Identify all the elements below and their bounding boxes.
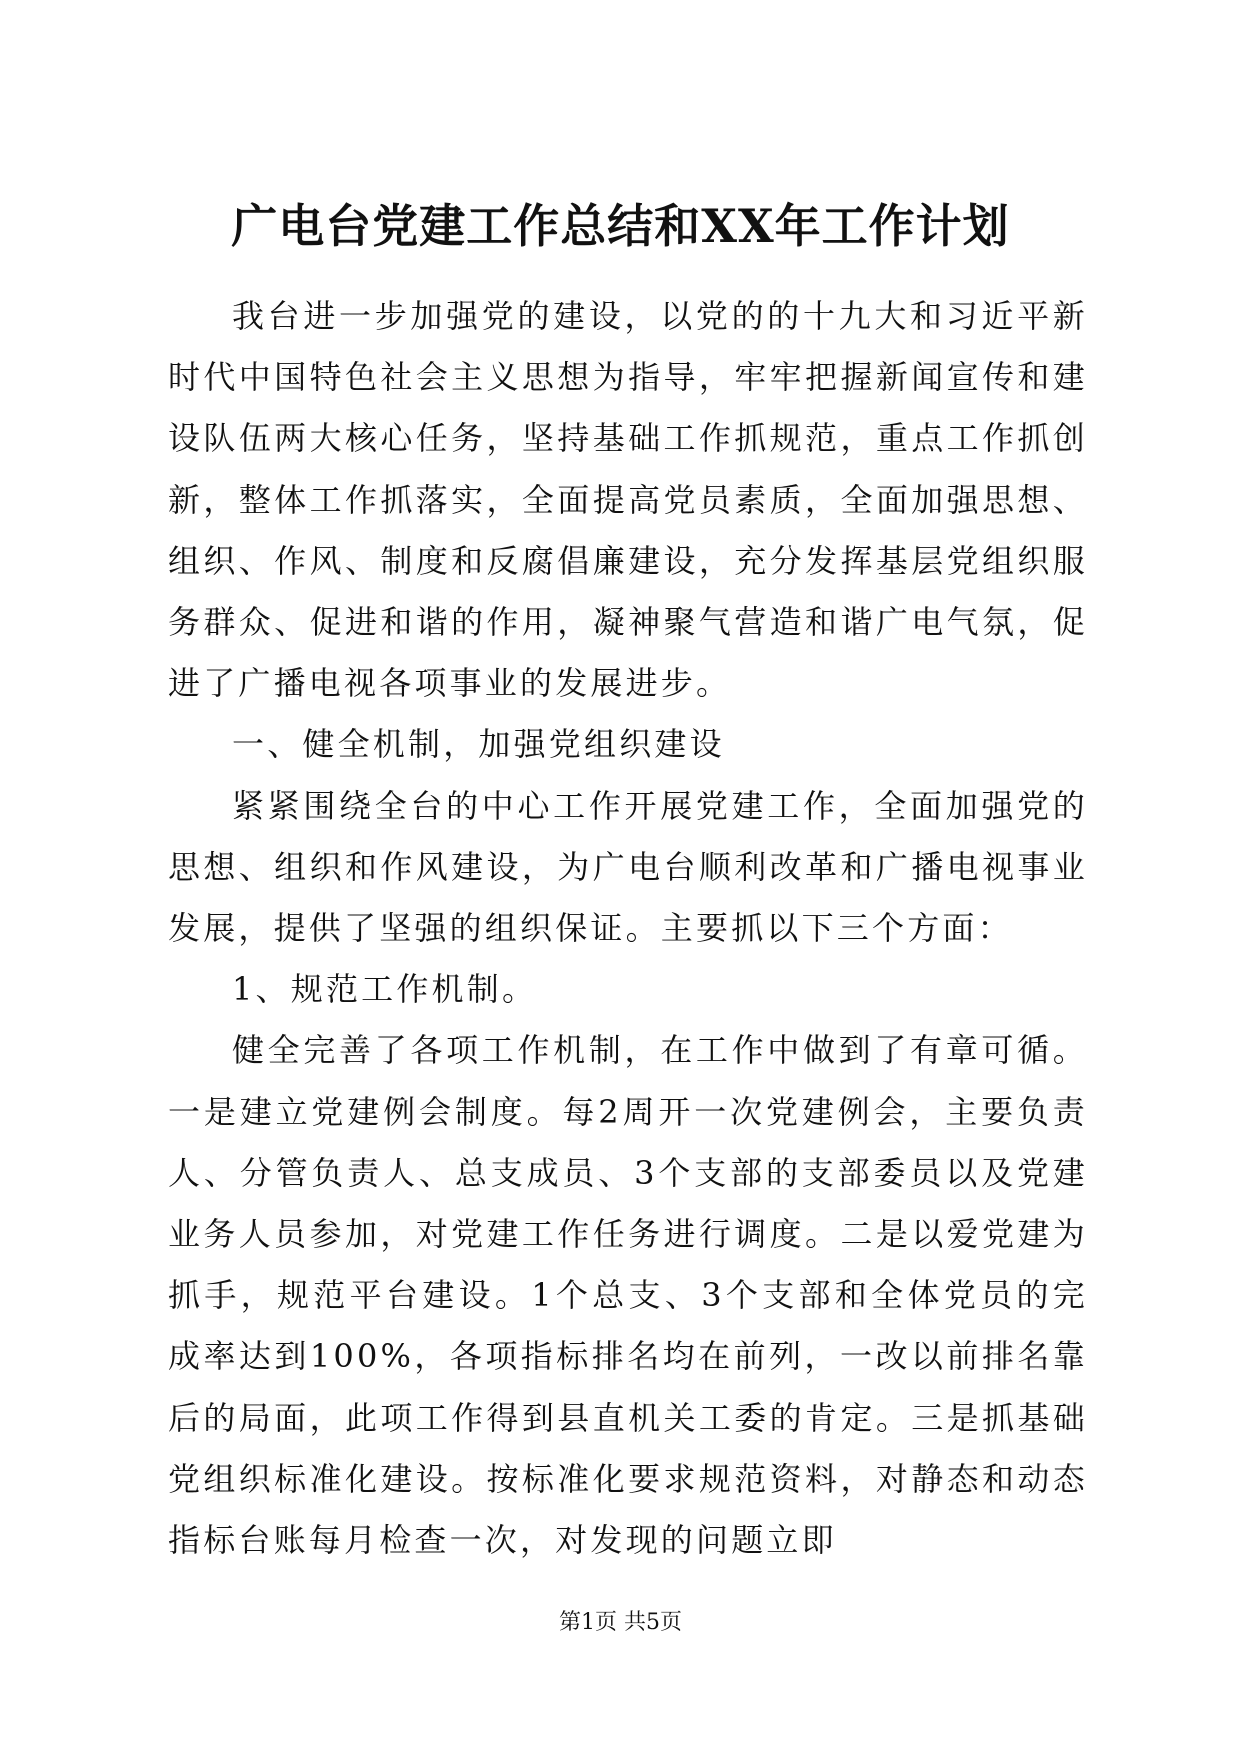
document-body [168, 286, 1088, 1571]
section-heading-1: 一、健全机制，加强党组织建设 [232, 725, 725, 764]
paragraph-section-1: 紧紧围绕全台的中心工作开展党建工作，全面加强党的思想、组织和作风建设，为广电台顺利改革和广播电视事业发展，提供了坚强的组织保证。主要抓以下三个方面： [168, 786, 1088, 948]
page-footer: 第1页 共5页 [559, 1610, 682, 1635]
document-title: 广电台党建工作总结和XX年工作计划 [231, 199, 1010, 253]
paragraph-intro: 我台进一步加强党的建设，以党的的十九大和习近平新时代中国特色社会主义思想为指导，牢牢把握新闻宣传和建设队伍两大核心任务，坚持基础工作抓规范，重点工作抓创新，整体工作抓落实，全面提高党员素质，全面加强思想、组织、作风、制度和反腐倡廉建设，充分发挥基层党组织服务群众、促进和谐的作用，凝神聚气营造和谐广电气氛，促进了广播电视各项事业的发展进步。 [168, 297, 1088, 703]
paragraph-subsection-1: 健全完善了各项工作机制，在工作中做到了有章可循。一是建立党建例会制度。每2周开一次党建例会，主要负责人、分管负责人、总支成员、3个支部的支部委员以及党建业务人员参加，对党建工作任务进行调度。二是以爱党建为抓手，规范平台建设。1个总支、3个支部和全体党员的完成率达到100%，各项指标排名均在前列，一改以前排名靠后的局面，此项工作得到县直机关工委的肯定。三是抓基础党组织标准化建设。按标准化要求规范资料，对静态和动态指标台账每月检查一次，对发现的问题立即 [168, 1031, 1088, 1560]
subsection-heading-1: 1、规范工作机制。 [232, 970, 538, 1009]
